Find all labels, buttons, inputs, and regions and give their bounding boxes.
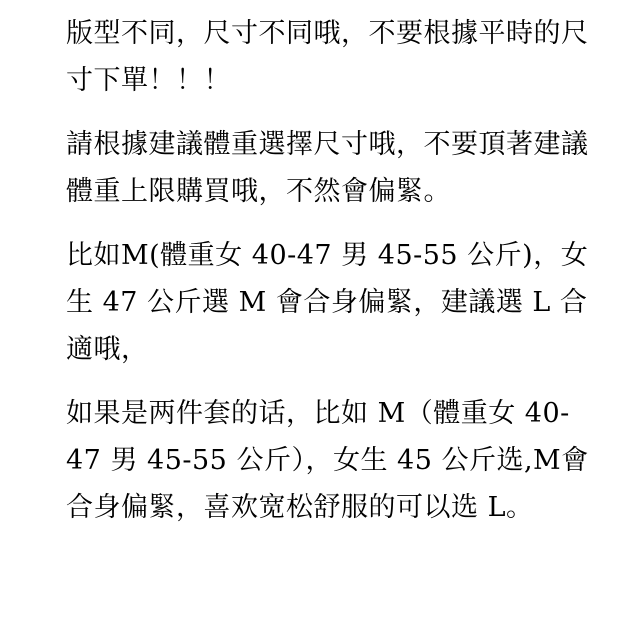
paragraph-weight-recommendation: 請根據建議體重選擇尺寸哦，不要頂著建議體重上限購買哦，不然會偏緊。: [66, 129, 589, 207]
paragraph-sizing-warning: 版型不同，尺寸不同哦，不要根據平時的尺寸下單！！！: [66, 18, 589, 96]
paragraph-example-single: 比如M(體重女 40-47 男 45-55 公斤)，女生 47 公斤選 M 會合身偏緊，建議選 L 合適哦，: [66, 240, 589, 365]
paragraph-example-twopiece: 如果是两件套的话，比如 M（體重女 40-47 男 45-55 公斤），女生 45 公斤选,M會合身偏緊，喜欢宽松舒服的可以选 L。: [66, 398, 589, 523]
